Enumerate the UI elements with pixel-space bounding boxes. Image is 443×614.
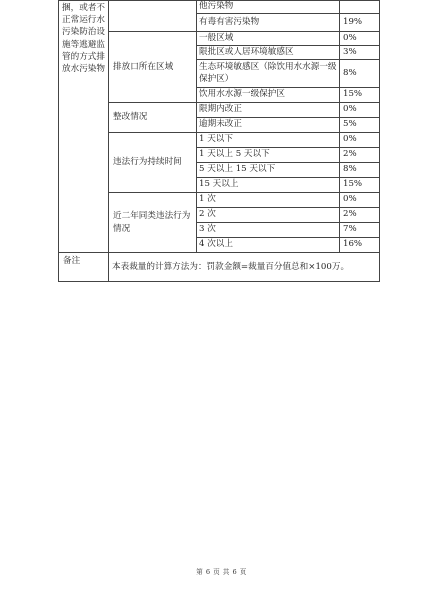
- category-cell-rectification: 整改情况: [109, 103, 197, 133]
- percent-cell: 8%: [340, 163, 380, 178]
- item-cell: 3 次: [197, 223, 340, 238]
- item-cell: 1 天以下: [197, 133, 340, 148]
- percent-cell: 2%: [340, 148, 380, 163]
- item-cell: 饮用水水源一级保护区: [197, 88, 340, 103]
- percent-cell: 0%: [340, 133, 380, 148]
- item-cell: 15 天以上: [197, 178, 340, 193]
- item-cell: 2 次: [197, 208, 340, 223]
- percent-cell: 19%: [340, 14, 380, 32]
- page-number: 第 6 页 共 6 页: [196, 568, 247, 576]
- percent-cell: 8%: [340, 60, 380, 88]
- item-cell: 他污染物: [197, 1, 340, 14]
- item-cell: 生态环境敏感区（除饮用水水源一级保护区）: [197, 60, 340, 88]
- category-cell-duration: 违法行为持续时间: [109, 133, 197, 193]
- category-cell-recidivism: 近二年同类违法行为情况: [109, 193, 197, 253]
- note-label: 备注: [59, 253, 109, 282]
- category-cell-outlet-area: 排放口所在区域: [109, 32, 197, 103]
- item-cell: 限批区或人居环境敏感区: [197, 46, 340, 60]
- percent-cell: 0%: [340, 193, 380, 208]
- item-cell: 限期内改正: [197, 103, 340, 118]
- note-text: 本表裁量的计算方法为：罚款金额=裁量百分值总和×100万。: [109, 253, 380, 282]
- item-cell: 有毒有害污染物: [197, 14, 340, 32]
- percent-cell: 7%: [340, 223, 380, 238]
- percent-cell: 0%: [340, 103, 380, 118]
- item-cell: 5 天以上 15 天以下: [197, 163, 340, 178]
- factor-cell: 捆，或者不正常运行水污染防治设施等逃避监管的方式排放水污染物: [59, 1, 109, 253]
- percent-cell: 5%: [340, 118, 380, 133]
- percent-cell: 15%: [340, 88, 380, 103]
- item-cell: 一般区域: [197, 32, 340, 46]
- percent-cell: [340, 1, 380, 14]
- percent-cell: 16%: [340, 238, 380, 253]
- percent-cell: 0%: [340, 32, 380, 46]
- percent-cell: 3%: [340, 46, 380, 60]
- category-cell-pollutant: [109, 1, 197, 32]
- item-cell: 1 次: [197, 193, 340, 208]
- item-cell: 4 次以上: [197, 238, 340, 253]
- discretion-table: [58, 0, 380, 282]
- percent-cell: 2%: [340, 208, 380, 223]
- percent-cell: 15%: [340, 178, 380, 193]
- item-cell: 逾期未改正: [197, 118, 340, 133]
- item-cell: 1 天以上 5 天以下: [197, 148, 340, 163]
